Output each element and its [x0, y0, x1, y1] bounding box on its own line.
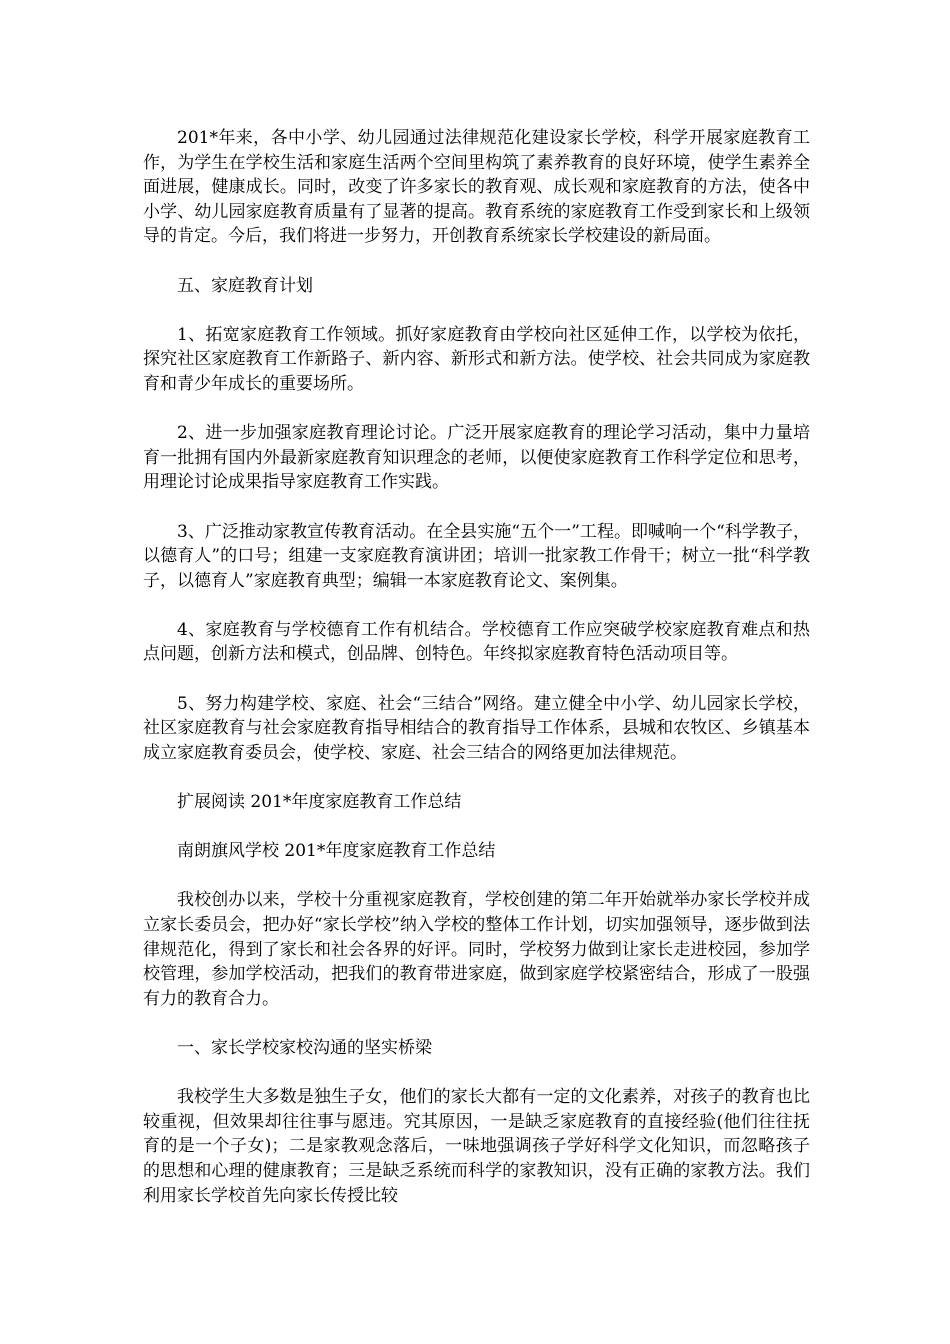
report-title: 南朗旗风学校 201*年度家庭教育工作总结: [177, 841, 496, 862]
plan-item-5: 5、努力构建学校、家庭、社会“三结合”网络。建立健全中小学、幼儿园家长学校，社区家庭教育与社会家庭教育指导相结合的教育指导工作体系，县城和农牧区、乡镇基本成立家庭教育委员会，使学校、家庭、社会三结合的网络更加法律规范。: [143, 693, 810, 763]
section-heading-family-plan: 五、家庭教育计划: [177, 275, 313, 296]
plan-item-1: 1、拓宽家庭教育工作领域。抓好家庭教育由学校向社区延伸工作，以学校为依托，探究社区家庭教育工作新路子、新内容、新形式和新方法。使学校、社会共同成为家庭教育和青少年成长的重要场所。: [143, 324, 810, 394]
summary-paragraph: 201*年来，各中小学、幼儿园通过法律规范化建设家长学校，科学开展家庭教育工作，为学生在学校生活和家庭生活两个空间里构筑了素养教育的良好环境，使学生素养全面进展，健康成长。同时，改变了许多家长的教育观、成长观和家庭教育的方法，使各中小学、幼儿园家庭教育质量有了显著的提高。教育系统的家庭教育工作受到家长和上级领导的肯定。今后，我们将进一步努力，开创教育系统家长学校建设的新局面。: [143, 128, 810, 247]
plan-item-2: 2、进一步加强家庭教育理论讨论。广泛开展家庭教育的理论学习活动，集中力量培育一批拥有国内外最新家庭教育知识理念的老师，以便使家庭教育工作科学定位和思考，用理论讨论成果指导家庭教育工作实践。: [143, 423, 810, 493]
section-heading-parent-school: 一、家长学校家校沟通的坚实桥梁: [177, 1037, 432, 1058]
parent-school-paragraph: 我校学生大多数是独生子女，他们的家长大都有一定的文化素养，对孩子的教育也比较重视，但效果却往往事与愿违。究其原因，一是缺乏家庭教育的直接经验(他们往往抚育的是一个子女)；二是家教观念落后，一味地强调孩子学好科学文化知识，而忽略孩子的思想和心理的健康教育；三是缺乏系统而科学的家教知识，没有正确的家教方法。我们利用家长学校首先向家长传授比较: [143, 1087, 810, 1206]
intro-paragraph: 我校创办以来，学校十分重视家庭教育，学校创建的第二年开始就举办家长学校并成立家长委员会，把办好“家长学校”纳入学校的整体工作计划，切实加强领导，逐步做到法律规范化，得到了家长和社会各界的好评。同时，学校努力做到让家长走进校园，参加学校管理，参加学校活动，把我们的教育带进家庭，做到家庭学校紧密结合，形成了一股强有力的教育合力。: [143, 890, 810, 1009]
plan-item-4: 4、家庭教育与学校德育工作有机结合。学校德育工作应突破学校家庭教育难点和热点问题，创新方法和模式，创品牌、创特色。年终拟家庭教育特色活动项目等。: [143, 619, 810, 665]
plan-item-3: 3、广泛推动家教宣传教育活动。在全县实施“五个一”工程。即喊响一个“科学教子，以德育人”的口号；组建一支家庭教育演讲团；培训一批家教工作骨干；树立一批“科学教子，以德育人”家庭教育典型；编辑一本家庭教育论文、案例集。: [143, 521, 810, 591]
extended-reading-heading: 扩展阅读 201*年度家庭教育工作总结: [177, 792, 462, 813]
document-body: [143, 126, 810, 1233]
